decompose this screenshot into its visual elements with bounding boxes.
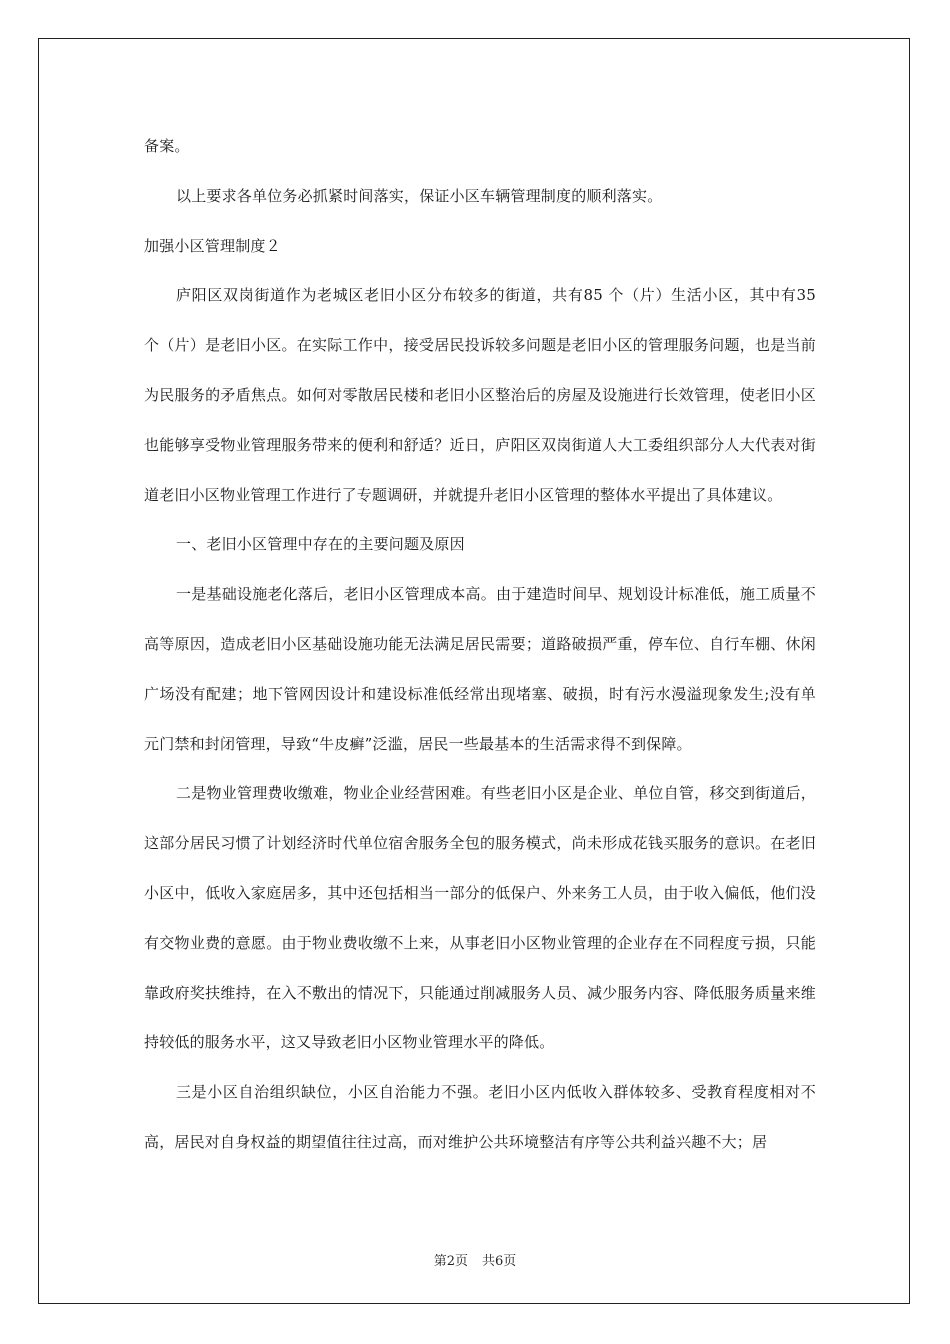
subsection-heading: 一、老旧小区管理中存在的主要问题及原因: [176, 535, 465, 554]
document-body: [144, 122, 816, 1168]
paragraph: 以上要求各单位务必抓紧时间落实，保证小区车辆管理制度的顺利落实。: [176, 186, 663, 205]
section-heading: 加强小区管理制度２: [144, 236, 281, 255]
paragraph: 一是基础设施老化落后，老旧小区管理成本高。由于建造时间早、规划设计标准低，施工质量不高等原因，造成老旧小区基础设施功能无法满足居民需要；道路破损严重，停车位、自行车棚、休闲广场没有配建；地下管网因设计和建设标准低经常出现堵塞、破损，时有污水漫溢现象发生;没有单元门禁和封闭管理，导致“牛皮癣”泛滥，居民一些最基本的生活需求得不到保障。: [144, 585, 816, 753]
page-total: 共6页: [482, 1254, 517, 1269]
paragraph: 三是小区自治组织缺位，小区自治能力不强。老旧小区内低收入群体较多、受教育程度相对不高，居民对自身权益的期望值往往过高，而对维护公共环境整洁有序等公共利益兴趣不大；居: [144, 1083, 816, 1151]
paragraph: 备案。: [144, 137, 190, 155]
paragraph: 庐阳区双岗街道作为老城区老旧小区分布较多的街道，共有85 个（片）生活小区，其中有35 个（片）是老旧小区。在实际工作中，接受居民投诉较多问题是老旧小区的管理服务问题，也是当前为民服务的矛盾焦点。如何对零散居民楼和老旧小区整治后的房屋及设施进行长效管理，使老旧小区也能够享受物业管理服务带来的便利和舒适？近日，庐阳区双岗街道人大工委组织部分人大代表对街道老旧小区物业管理工作进行了专题调研，并就提升老旧小区管理的整体水平提出了具体建议。: [144, 286, 816, 504]
page-footer: [0, 1250, 950, 1269]
paragraph: 二是物业管理费收缴难，物业企业经营困难。有些老旧小区是企业、单位自管，移交到街道后，这部分居民习惯了计划经济时代单位宿舍服务全包的服务模式，尚未形成花钱买服务的意识。在老旧小区中，低收入家庭居多，其中还包括相当一部分的低保户、外来务工人员，由于收入偏低，他们没有交物业费的意愿。由于物业费收缴不上来，从事老旧小区物业管理的企业存在不同程度亏损，只能靠政府奖扶维持，在入不敷出的情况下，只能通过削减服务人员、减少服务内容、降低服务质量来维持较低的服务水平，这又导致老旧小区物业管理水平的降低。: [144, 784, 816, 1052]
page-number: 第2页: [433, 1254, 468, 1269]
